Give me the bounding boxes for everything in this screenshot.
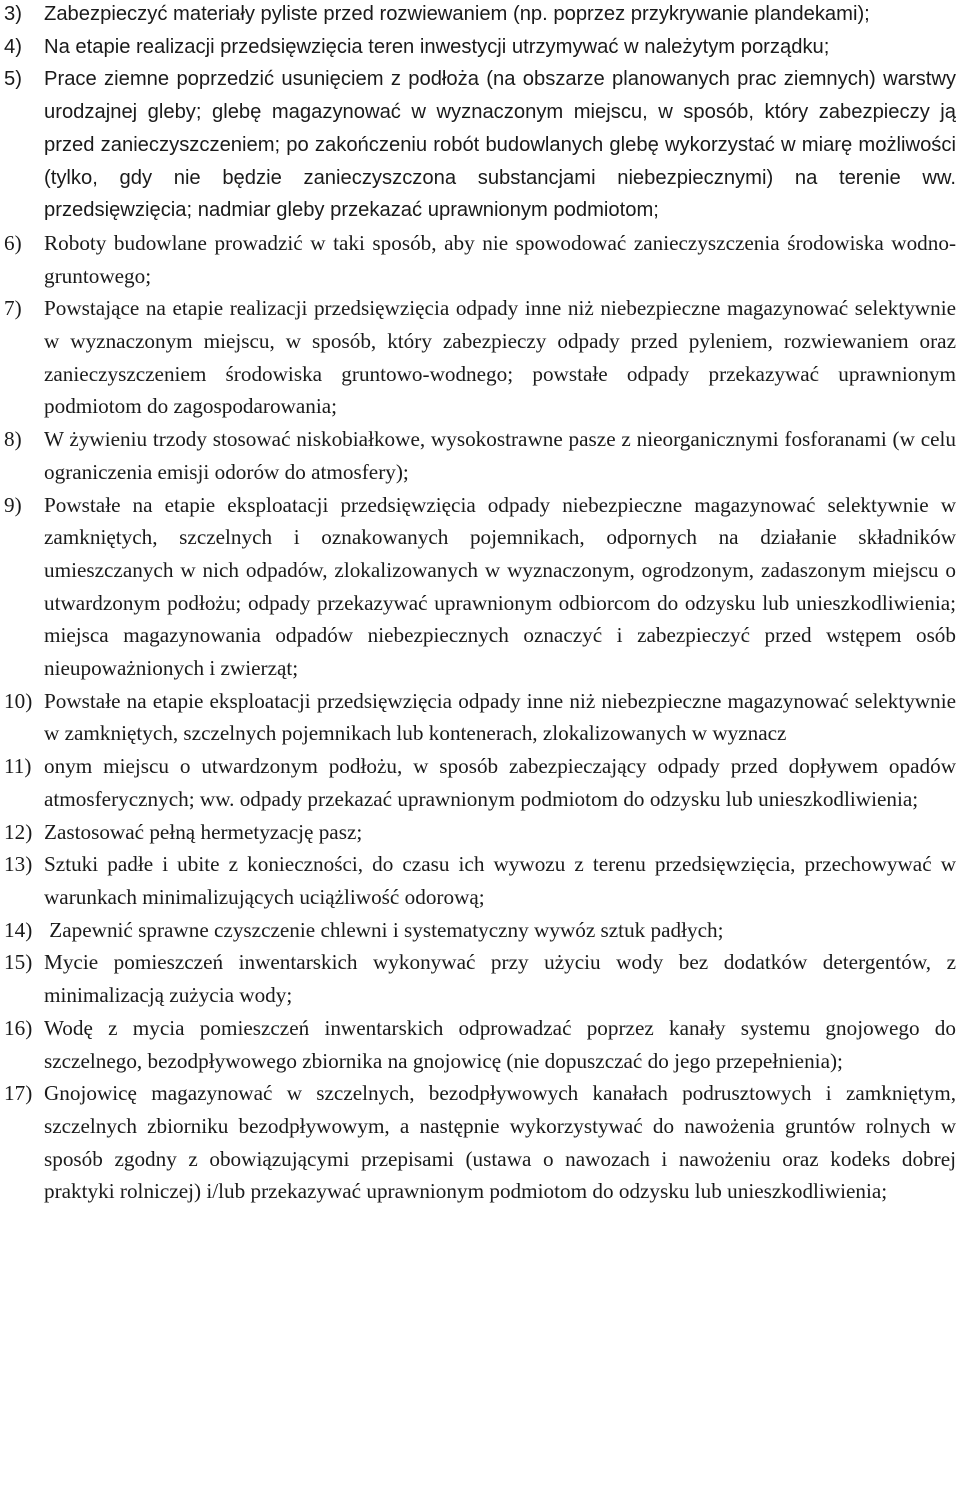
list-item-9 <box>4 489 956 685</box>
item-number: 14) <box>4 917 33 942</box>
item-text: Zapewnić sprawne czyszczenie chlewni i systematyczny wywóz sztuk padłych; <box>44 917 724 942</box>
item-text: Wodę z mycia pomieszczeń inwentarskich odprowadzać poprzez kanały systemu gnojowego do szczelnego, bezodpływowego zbiornika na gnojowicę (nie dopuszczać do jego przepełnienia); <box>44 1015 956 1073</box>
item-number: 4) <box>4 35 22 58</box>
item-text: Powstałe na etapie eksploatacji przedsięwzięcia odpady niebezpieczne magazynować selektywnie w zamkniętych, szczelnych i oznakowanych pojemnikach, odpornych na działanie składników umieszczanych w nich odpadów, zlokalizowanych w wyznaczonym, ogrodzonym, zadaszonym miejscu o utwardzonym podłożu; odpady przekazywać uprawnionym odbiorcom do odzysku lub unieszkodliwienia; miejsca magazynowania odpadów niebezpiecznych oznaczyć i zabezpieczyć przed wstępem osób nieupoważnionych i zwierząt; <box>44 492 956 681</box>
item-number: 5) <box>4 68 22 91</box>
document-page <box>4 0 956 1208</box>
item-number: 16) <box>4 1015 33 1040</box>
item-number: 13) <box>4 852 33 877</box>
item-number: 7) <box>4 296 22 321</box>
item-text: Gnojowicę magazynować w szczelnych, bezodpływowych kanałach podrusztowych i zamkniętym, szczelnych zbiorniku bezodpływowym, a następnie wykorzystywać do nawożenia gruntów rolnych w sposób zgodny z obowiązującymi przepisami (ustawa o nawozach i nawożeniu oraz kodeks dobrej praktyki rolniczej) i/lub przekazywać uprawnionym podmiotom do odzysku lub unieszkodliwienia; <box>44 1081 956 1204</box>
item-text: W żywieniu trzody stosować niskobiałkowe, wysokostrawne pasze z nieorganicznymi fosforanami (w celu ograniczenia emisji odorów do atmosfery); <box>44 427 956 484</box>
item-text: Na etapie realizacji przedsięwzięcia teren inwestycji utrzymywać w należytym porządku; <box>44 35 830 58</box>
item-text: Prace ziemne poprzedzić usunięciem z podłoża (na obszarze planowanych prac ziemnych) warstwy urodzajnej gleby; glebę magazynować w wyznaczonym miejscu, w sposób, który zabezpieczy ją przed zanieczyszczeniem; po zakończeniu robót budowlanych glebę wykorzystać w miarę możliwości (tylko, gdy nie będzie zanieczyszczona substancjami niebezpiecznymi) na terenie ww. przedsięwzięcia; nadmiar gleby przekazać uprawnionym podmiotom; <box>44 68 956 222</box>
item-text: Roboty budowlane prowadzić w taki sposób, aby nie spowodować zanieczyszczenia środowiska wodno-gruntowego; <box>44 230 956 288</box>
item-text: Zabezpieczyć materiały pyliste przed rozwiewaniem (np. poprzez przykrywanie plandekami); <box>44 3 870 25</box>
list-item-12 <box>4 816 956 849</box>
list-item-8 <box>4 423 956 488</box>
item-number: 11) <box>4 754 32 779</box>
list-item-15 <box>4 946 956 1011</box>
item-text: onym miejscu o utwardzonym podłożu, w sposób zabezpieczający odpady przed dopływem opadów atmosferycznych; ww. odpady przekazać uprawnionym podmiotom do odzysku lub unieszkodliwienia; <box>44 754 956 811</box>
list-item-16 <box>4 1012 956 1077</box>
list-item-3 <box>4 0 956 31</box>
list-item-10 <box>4 685 956 750</box>
item-text: Mycie pomieszczeń inwentarskich wykonywać przy użyciu wody bez dodatków detergentów, z minimalizacją zużycia wody; <box>44 950 956 1008</box>
list-item-7 <box>4 292 956 423</box>
item-number: 8) <box>4 427 22 452</box>
item-text: Powstałe na etapie eksploatacji przedsięwzięcia odpady inne niż niebezpieczne magazynować selektywnie w zamkniętych, szczelnych pojemnikach lub kontenerach, zlokalizowanych w wyznacz <box>44 688 956 746</box>
item-number: 9) <box>4 492 22 517</box>
item-text: Zastosować pełną hermetyzację pasz; <box>44 819 363 844</box>
item-number: 15) <box>4 950 33 975</box>
item-text: Sztuki padłe i ubite z konieczności, do czasu ich wywozu z terenu przedsięwzięcia, przechowywać w warunkach minimalizujących uciążliwość odorową; <box>44 852 956 909</box>
list-item-5 <box>4 63 956 227</box>
list-item-4 <box>4 31 956 64</box>
item-number: 12) <box>4 819 33 844</box>
item-number: 17) <box>4 1081 33 1106</box>
item-text: Powstające na etapie realizacji przedsięwzięcia odpady inne niż niebezpieczne magazynować selektywnie w wyznaczonym miejscu, w sposób, który zabezpieczy odpady przed pyleniem, rozwiewaniem oraz zanieczyszczeniem środowiska gruntowo-wodnego; powstałe odpady przekazywać uprawnionym podmiotom do zagospodarowania; <box>44 296 956 419</box>
list-item-17 <box>4 1077 956 1208</box>
item-number: 10) <box>4 688 33 713</box>
list-item-11 <box>4 750 956 815</box>
list-item-6 <box>4 227 956 292</box>
item-number: 3) <box>4 3 22 25</box>
list-item-14 <box>4 914 956 947</box>
list-item-13 <box>4 848 956 913</box>
item-number: 6) <box>4 230 22 255</box>
